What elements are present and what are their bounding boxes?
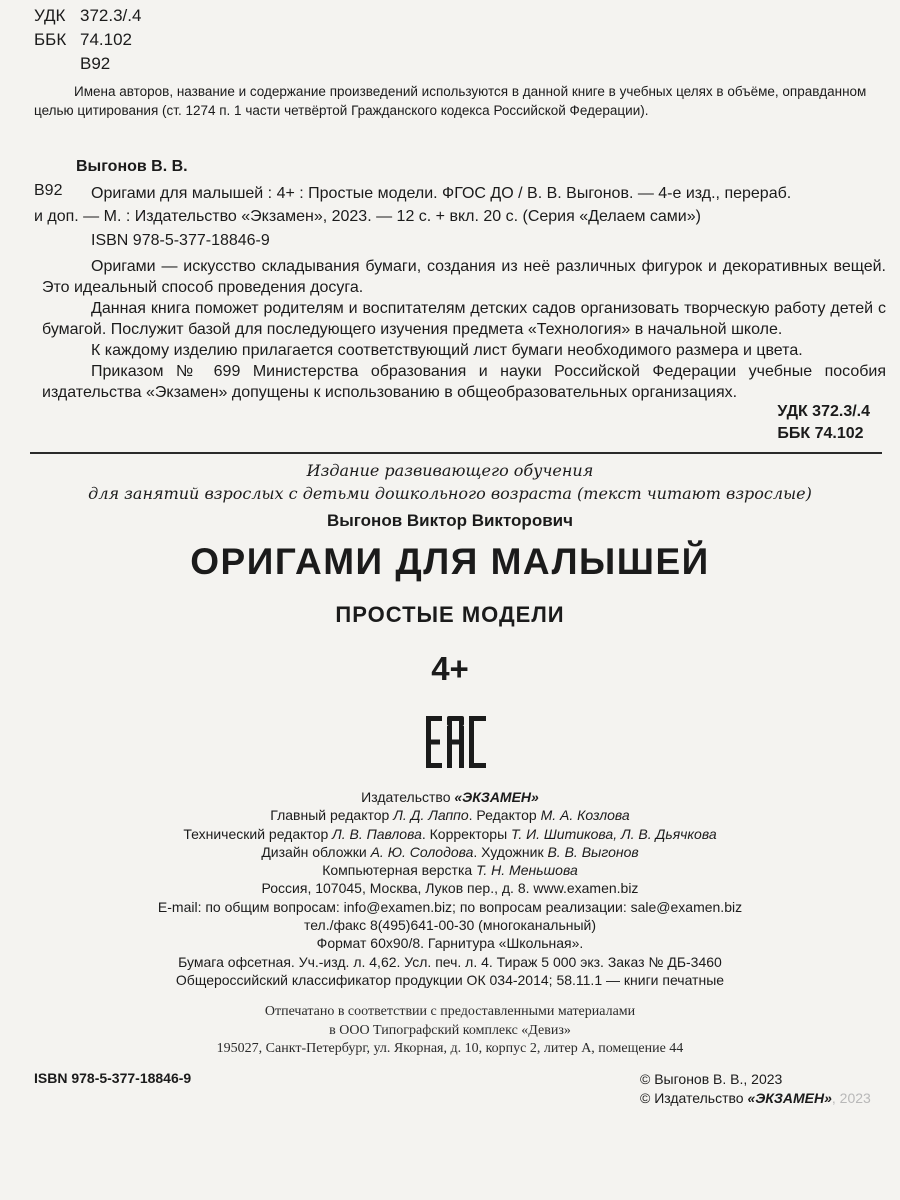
editor: М. А. Козлова xyxy=(540,807,630,824)
imprint-block xyxy=(0,788,900,989)
annotation-paragraph: Данная книга поможет родителям и воспитателям детских садов организовать творческую работу детей с бумагой. Послужит базой для последующего изучения предмета «Технология» в начальной школе. xyxy=(42,300,886,338)
layout-label: Компьютерная верстка xyxy=(322,862,477,879)
edition-audience: для занятий взрослых с детьми дошкольного возраста (текст читают взрослые) xyxy=(88,484,812,503)
proofreaders-label: . Корректоры xyxy=(421,825,512,842)
cover-label: Дизайн обложки xyxy=(261,843,371,860)
author-full-name: Выгонов Виктор Викторович xyxy=(327,511,573,530)
bbk-label: ББК xyxy=(34,30,67,49)
copyright-publisher-prefix: © Издательство xyxy=(640,1090,748,1106)
copyright-publisher xyxy=(640,1089,871,1108)
tech-editor-label: Технический редактор xyxy=(183,825,333,842)
bib-line-2: и доп. — М. : Издательство «Экзамен», 2023. — 12 с. + вкл. 20 с. (Серия «Делаем сами») xyxy=(34,208,701,225)
bbk-row xyxy=(34,28,141,52)
isbn-bottom: ISBN 978-5-377-18846-9 xyxy=(34,1070,192,1086)
annotation xyxy=(42,256,886,403)
classification-codes xyxy=(34,4,141,76)
bib-author-mark: В92 xyxy=(34,182,63,199)
udk-label: УДК xyxy=(34,6,66,25)
printed-line-1: Отпечатано в соответствии с предоставленными материалами xyxy=(264,1004,636,1019)
codes-right xyxy=(777,401,870,445)
printed-line-3: 195027, Санкт-Петербург, ул. Якорная, д. 10, корпус 2, литер А, помещение 44 xyxy=(216,1041,684,1056)
chief-editor: Л. Д. Лаппо xyxy=(393,807,469,824)
bib-line-1: Оригами для малышей : 4+ : Простые модели. ФГОС ДО / В. В. Выгонов. — 4-е изд., перераб. xyxy=(91,185,792,202)
format-line: Формат 60х90/8. Гарнитура «Школьная». xyxy=(316,935,584,952)
isbn-top: ISBN 978-5-377-18846-9 xyxy=(91,232,270,249)
book-subtitle: ПРОСТЫЕ МОДЕЛИ xyxy=(335,602,565,627)
author-mark: В92 xyxy=(80,54,111,73)
copyright-block xyxy=(640,1070,871,1108)
layout-designer: Т. Н. Меньшова xyxy=(476,862,578,879)
annotation-paragraph: Приказом № 699 Министерства образования и науки Российской Федерации учебные пособия издательства «Экзамен» допущены к использованию в общеобразовательных организациях. xyxy=(42,363,886,401)
author-short: Выгонов В. В. xyxy=(76,158,188,175)
copyright-author: © Выгонов В. В., 2023 xyxy=(640,1071,783,1087)
publisher-name: «ЭКЗАМЕН» xyxy=(454,789,539,805)
bbk-right: ББК 74.102 xyxy=(777,425,864,442)
udk-right: УДК 372.3/.4 xyxy=(777,403,870,420)
editor-label: . Редактор xyxy=(468,807,541,824)
book-title: ОРИГАМИ ДЛЯ МАЛЫШЕЙ xyxy=(190,541,710,582)
annotation-paragraph: Оригами — искусство складывания бумаги, создания из неё различных фигурок и декоративных вещей. Это идеальный способ проведения досуга. xyxy=(42,258,886,296)
artist-label: . Художник xyxy=(473,843,548,860)
phone-line: тел./факс 8(495)641-00-30 (многоканальный) xyxy=(303,917,597,934)
tech-editor-line xyxy=(0,825,900,843)
cover-designer: А. Ю. Солодова xyxy=(370,843,474,860)
edition-type: Издание развивающего обучения xyxy=(306,461,594,480)
copyright-publisher-name: «ЭКЗАМЕН» xyxy=(747,1090,832,1106)
editors-line xyxy=(0,806,900,824)
tech-editor: Л. В. Павлова xyxy=(332,825,422,842)
age-rating: 4+ xyxy=(431,650,469,687)
printer-info xyxy=(0,1003,900,1059)
classifier-line: Общероссийский классификатор продукции ОК 034-2014; 58.11.1 — книги печатные xyxy=(175,971,725,988)
bbk-value: 74.102 xyxy=(80,30,132,49)
rights-notice xyxy=(34,82,886,120)
copyright-year: , 2023 xyxy=(831,1090,871,1106)
email-line: E-mail: по общим вопросам: info@examen.biz; по вопросам реализации: sale@examen.biz xyxy=(157,898,743,915)
publisher-line xyxy=(0,788,900,806)
chief-editor-label: Главный редактор xyxy=(270,807,394,824)
design-line xyxy=(0,843,900,861)
eac-mark-icon xyxy=(426,716,486,773)
address-line: Россия, 107045, Москва, Луков пер., д. 8. www.examen.biz xyxy=(261,880,639,897)
rights-line-1: Имена авторов, название и содержание произведений используются в данной книге в учебных целях в объёме, оправданном xyxy=(74,84,867,99)
annotation-paragraph: К каждому изделию прилагается соответствующий лист бумаги необходимого размера и цвета. xyxy=(91,342,803,359)
rights-line-2: целью цитирования (ст. 1274 п. 1 части четвёртой Гражданского кодекса Российской Федерации). xyxy=(34,103,649,118)
section-divider xyxy=(30,452,882,454)
publisher-prefix: Издательство xyxy=(361,789,455,805)
layout-line xyxy=(0,861,900,879)
proofreaders: Т. И. Шитикова, Л. В. Дьячкова xyxy=(511,825,717,842)
paper-line: Бумага офсетная. Уч.-изд. л. 4,62. Усл. печ. л. 4. Тираж 5 000 экз. Заказ № ДБ-3460 xyxy=(178,953,722,970)
udk-row xyxy=(34,4,141,28)
artist: В. В. Выгонов xyxy=(547,843,639,860)
printed-line-2: в ООО Типографский комплекс «Девиз» xyxy=(329,1022,571,1038)
udk-value: 372.3/.4 xyxy=(80,6,142,25)
author-mark-row xyxy=(34,52,141,76)
